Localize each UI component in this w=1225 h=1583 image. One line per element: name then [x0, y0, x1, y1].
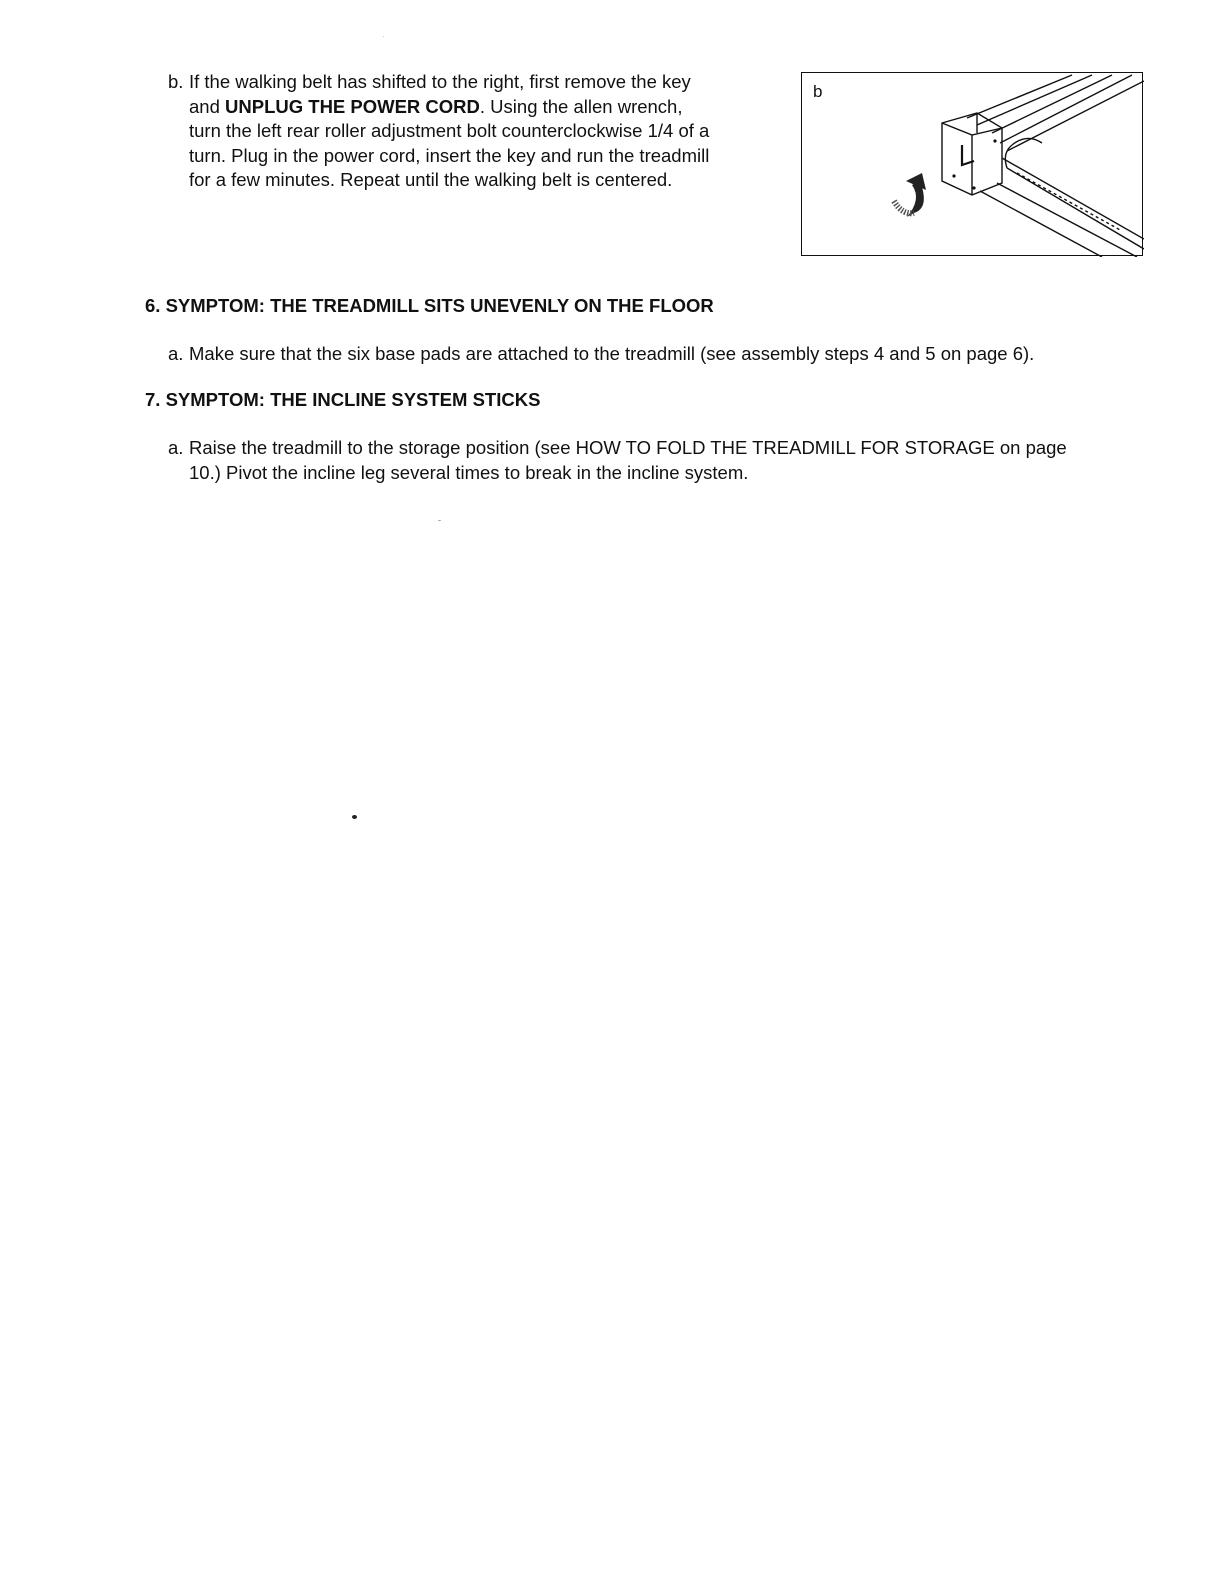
treadmill-rear-roller-illustration: [802, 73, 1144, 257]
step-b-text: [189, 70, 768, 193]
symptom-6-title: SYMPTOM: THE TREADMILL SITS UNEVENLY ON THE FLOOR: [165, 295, 714, 316]
symptom-7-a-text: [189, 436, 1158, 485]
symptom-6-a-label: a.: [168, 343, 184, 364]
step-b-line-2-start: and: [189, 95, 226, 117]
symptom-7-a-line-1: Raise the treadmill to the storage position (see HOW TO FOLD THE TREADMILL FOR STORAGE on page: [189, 437, 1067, 458]
symptom-7-step-a: [168, 436, 1158, 485]
step-b-line-4: turn. Plug in the power cord, insert the key and run the treadmill: [189, 144, 710, 166]
figure-label: b: [813, 82, 823, 101]
symptom-7-a-line-2: 10.) Pivot the incline leg several times to break in the incline system.: [189, 461, 749, 483]
step-b-line-1: If the walking belt has shifted to the right, first remove the key: [189, 71, 691, 92]
figure-b: [801, 72, 1143, 256]
symptom-7-heading: [145, 388, 540, 412]
symptom-6-number: 6.: [145, 295, 161, 316]
step-b-line-3: turn the left rear roller adjustment bolt counterclockwise 1/4 of a: [189, 120, 710, 141]
step-b-line-5: for a few minutes. Repeat until the walking belt is centered.: [189, 169, 673, 190]
symptom-6-heading: [145, 294, 714, 318]
step-b: [168, 70, 768, 193]
step-b-label: b.: [168, 71, 184, 92]
symptom-7-a-label: a.: [168, 437, 184, 458]
symptom-7-title: SYMPTOM: THE INCLINE SYSTEM STICKS: [165, 389, 541, 410]
step-b-line-2: [189, 95, 768, 120]
symptom-7-number: 7.: [145, 389, 161, 410]
step-b-line-2-end: . Using the allen wrench,: [479, 95, 683, 117]
unplug-warning: UNPLUG THE POWER CORD: [225, 95, 480, 117]
symptom-6-step-a: [168, 342, 1034, 367]
symptom-6-a-text: Make sure that the six base pads are attached to the treadmill (see assembly steps 4 and 5 on page 6).: [189, 343, 1035, 364]
rotation-arrow-icon: [894, 173, 926, 217]
